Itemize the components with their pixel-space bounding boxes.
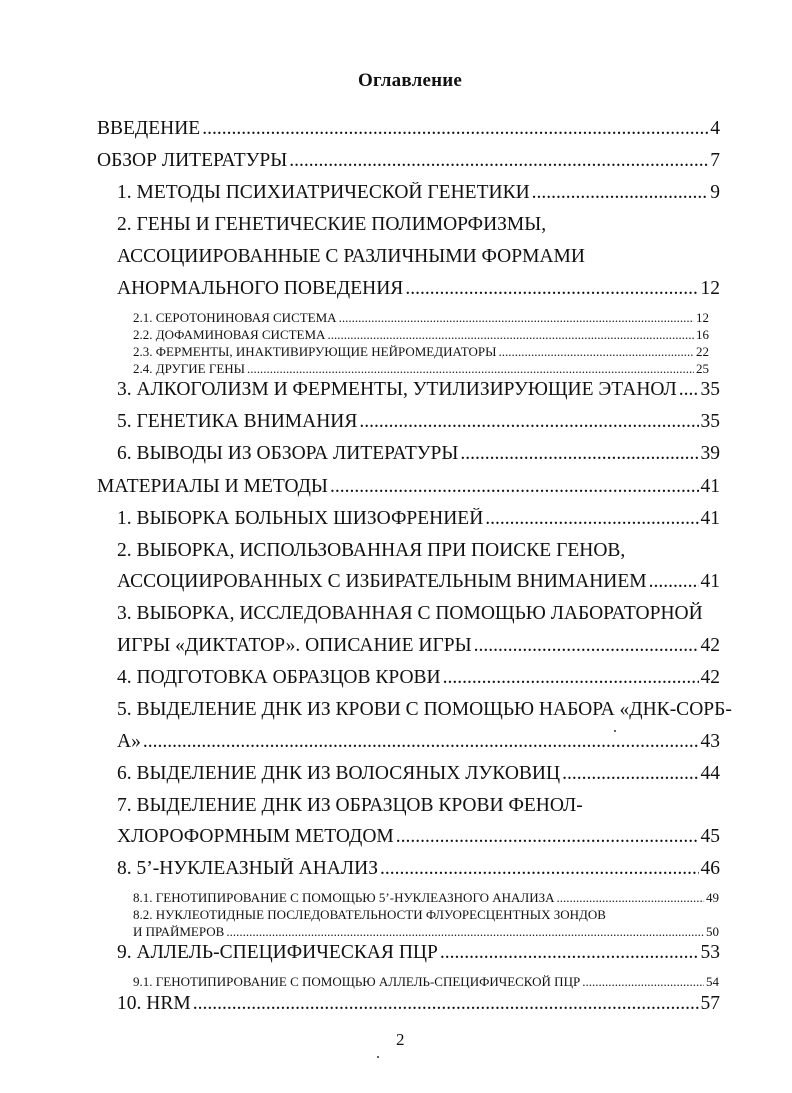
toc-entry-label: 5. ГЕНЕТИКА ВНИМАНИЯ bbox=[117, 411, 358, 432]
toc-entry bbox=[117, 858, 720, 880]
leader-dots bbox=[193, 993, 699, 1015]
toc-entry-line: 2. ВЫБОРКА, ИСПОЛЬЗОВАННАЯ ПРИ ПОИСКЕ ГЕНОВ, bbox=[117, 540, 626, 561]
toc-entry bbox=[117, 411, 720, 433]
leader-dots bbox=[339, 310, 694, 326]
leader-dots bbox=[330, 476, 699, 498]
toc-entry-label: 9. АЛЛЕЛЬ-СПЕЦИФИЧЕСКАЯ ПЦР bbox=[117, 942, 438, 963]
toc-entry-page: 16 bbox=[696, 327, 709, 342]
toc-entry bbox=[97, 476, 720, 498]
toc-subentry bbox=[133, 361, 709, 377]
toc-entry-label: А» bbox=[117, 731, 141, 752]
toc-entry-page: 57 bbox=[700, 993, 720, 1014]
toc-entry-page: 50 bbox=[706, 924, 719, 939]
toc-subentry bbox=[133, 974, 719, 990]
toc-entry-page: 12 bbox=[696, 310, 709, 325]
leader-dots bbox=[443, 667, 699, 689]
toc-entry-page: 41 bbox=[700, 508, 720, 529]
toc-entry-label: 8.1. ГЕНОТИПИРОВАНИЕ С ПОМОЩЬЮ 5’-НУКЛЕАЗНОГО АНАЛИЗА bbox=[133, 890, 555, 905]
toc-entry bbox=[97, 150, 720, 172]
toc-entry-page: 42 bbox=[700, 635, 720, 656]
leader-dots bbox=[327, 327, 694, 343]
toc-entry bbox=[117, 942, 720, 964]
toc-entry-label: ОБЗОР ЛИТЕРАТУРЫ bbox=[97, 150, 288, 171]
leader-dots bbox=[679, 379, 699, 401]
leader-dots bbox=[143, 731, 699, 753]
toc-entry-page: 54 bbox=[706, 974, 719, 989]
toc-entry-label: 1. ВЫБОРКА БОЛЬНЫХ ШИЗОФРЕНИЕЙ bbox=[117, 508, 484, 529]
toc-subentry bbox=[133, 310, 709, 326]
toc-entry bbox=[117, 278, 720, 300]
leader-dots bbox=[247, 361, 694, 377]
leader-dots bbox=[562, 763, 698, 785]
toc-entry-label: 2.2. ДОФАМИНОВАЯ СИСТЕМА bbox=[133, 327, 326, 342]
toc-entry-line: 7. ВЫДЕЛЕНИЕ ДНК ИЗ ОБРАЗЦОВ КРОВИ ФЕНОЛ- bbox=[117, 795, 583, 816]
toc-entry-page: 35 bbox=[700, 379, 720, 400]
scan-speck bbox=[614, 730, 616, 732]
toc-entry-page: 53 bbox=[700, 942, 720, 963]
toc-entry-page: 12 bbox=[700, 278, 720, 299]
toc-entry-label: 6. ВЫДЕЛЕНИЕ ДНК ИЗ ВОЛОСЯНЫХ ЛУКОВИЦ bbox=[117, 763, 561, 784]
toc-entry-page: 42 bbox=[700, 667, 720, 688]
toc-subentry-line: 8.2. НУКЛЕОТИДНЫЕ ПОСЛЕДОВАТЕЛЬНОСТИ ФЛУОРЕСЦЕНТНЫХ ЗОНДОВ bbox=[133, 907, 606, 922]
toc-entry-page: 49 bbox=[706, 890, 719, 905]
toc-entry-label: И ПРАЙМЕРОВ bbox=[133, 924, 225, 939]
toc-subentry bbox=[133, 890, 719, 906]
page-number: 2 bbox=[396, 1030, 405, 1049]
leader-dots bbox=[380, 858, 698, 880]
toc-entry-label: 8. 5’-НУКЛЕАЗНЫЙ АНАЛИЗ bbox=[117, 858, 379, 879]
toc-entry-page: 4 bbox=[710, 118, 720, 139]
toc-entry-label: ВВЕДЕНИЕ bbox=[97, 118, 201, 139]
toc-entry bbox=[117, 571, 720, 593]
leader-dots bbox=[460, 443, 698, 465]
toc-entry bbox=[117, 635, 720, 657]
leader-dots bbox=[289, 150, 708, 172]
toc-entry bbox=[117, 763, 720, 785]
toc-entry-label: 2.4. ДРУГИЕ ГЕНЫ bbox=[133, 361, 246, 376]
toc-entry bbox=[117, 826, 720, 848]
toc-entry-label: 2.3. ФЕРМЕНТЫ, ИНАКТИВИРУЮЩИЕ НЕЙРОМЕДИАТОРЫ bbox=[133, 344, 497, 359]
toc-entry-label: ХЛОРОФОРМНЫМ МЕТОДОМ bbox=[117, 826, 394, 847]
toc-entry-line: АССОЦИИРОВАННЫЕ С РАЗЛИЧНЫМИ ФОРМАМИ bbox=[117, 246, 585, 267]
toc-entry-label: 6. ВЫВОДЫ ИЗ ОБЗОРА ЛИТЕРАТУРЫ bbox=[117, 443, 459, 464]
toc-entry-page: 45 bbox=[700, 826, 720, 847]
leader-dots bbox=[498, 344, 694, 360]
toc-entry-page: 39 bbox=[700, 443, 720, 464]
toc-entry-label: 10. HRM bbox=[117, 993, 191, 1014]
toc-entry bbox=[117, 379, 720, 401]
toc-entry-page: 35 bbox=[700, 411, 720, 432]
toc-subentry bbox=[133, 344, 709, 360]
toc-entry-label: 3. АЛКОГОЛИЗМ И ФЕРМЕНТЫ, УТИЛИЗИРУЮЩИЕ ЭТАНОЛ bbox=[117, 379, 677, 400]
toc-entry-page: 22 bbox=[696, 344, 709, 359]
toc-subentry bbox=[133, 924, 719, 940]
toc-subentry bbox=[133, 327, 709, 343]
toc-entry bbox=[117, 508, 720, 530]
toc-entry-page: 25 bbox=[696, 361, 709, 376]
leader-dots bbox=[474, 635, 699, 657]
leader-dots bbox=[532, 182, 709, 204]
toc-entry-page: 46 bbox=[700, 858, 720, 879]
leader-dots bbox=[582, 974, 704, 990]
toc-entry-page: 7 bbox=[710, 150, 720, 171]
toc-entry-label: АССОЦИИРОВАННЫХ С ИЗБИРАТЕЛЬНЫМ ВНИМАНИЕМ bbox=[117, 571, 647, 592]
scan-speck bbox=[377, 1056, 379, 1058]
toc-entry-label: АНОРМАЛЬНОГО ПОВЕДЕНИЯ bbox=[117, 278, 404, 299]
toc-entry-label: 1. МЕТОДЫ ПСИХИАТРИЧЕСКОЙ ГЕНЕТИКИ bbox=[117, 182, 530, 203]
toc-entry bbox=[117, 731, 720, 753]
toc-entry-page: 44 bbox=[700, 763, 720, 784]
leader-dots bbox=[226, 924, 704, 940]
leader-dots bbox=[649, 571, 699, 593]
leader-dots bbox=[405, 278, 698, 300]
leader-dots bbox=[557, 890, 704, 906]
toc-entry-page: 9 bbox=[710, 182, 720, 203]
toc-entry-page: 41 bbox=[700, 571, 720, 592]
toc-entry bbox=[117, 993, 720, 1015]
toc-entry-page: 41 bbox=[700, 476, 720, 497]
toc-entry bbox=[117, 667, 720, 689]
leader-dots bbox=[440, 942, 699, 964]
toc-entry-line: 5. ВЫДЕЛЕНИЕ ДНК ИЗ КРОВИ С ПОМОЩЬЮ НАБОРА «ДНК-СОРБ- bbox=[117, 699, 732, 720]
toc-entry bbox=[97, 118, 720, 140]
toc-entry-label: 4. ПОДГОТОВКА ОБРАЗЦОВ КРОВИ bbox=[117, 667, 441, 688]
leader-dots bbox=[396, 826, 699, 848]
leader-dots bbox=[359, 411, 698, 433]
toc-entry-line: 2. ГЕНЫ И ГЕНЕТИЧЕСКИЕ ПОЛИМОРФИЗМЫ, bbox=[117, 214, 547, 235]
toc-entry-label: 9.1. ГЕНОТИПИРОВАНИЕ С ПОМОЩЬЮ АЛЛЕЛЬ-СПЕЦИФИЧЕСКОЙ ПЦР bbox=[133, 974, 581, 989]
page-title: Оглавление bbox=[357, 70, 463, 91]
toc-entry bbox=[117, 443, 720, 465]
toc-entry-line: 3. ВЫБОРКА, ИССЛЕДОВАННАЯ С ПОМОЩЬЮ ЛАБОРАТОРНОЙ bbox=[117, 603, 703, 624]
leader-dots bbox=[485, 508, 698, 530]
toc-entry bbox=[117, 182, 720, 204]
toc-entry-label: 2.1. СЕРОТОНИНОВАЯ СИСТЕМА bbox=[133, 310, 337, 325]
toc-entry-label: ИГРЫ «ДИКТАТОР». ОПИСАНИЕ ИГРЫ bbox=[117, 635, 472, 656]
toc-entry-page: 43 bbox=[700, 731, 720, 752]
leader-dots bbox=[202, 118, 708, 140]
toc-entry-label: МАТЕРИАЛЫ И МЕТОДЫ bbox=[97, 476, 328, 497]
